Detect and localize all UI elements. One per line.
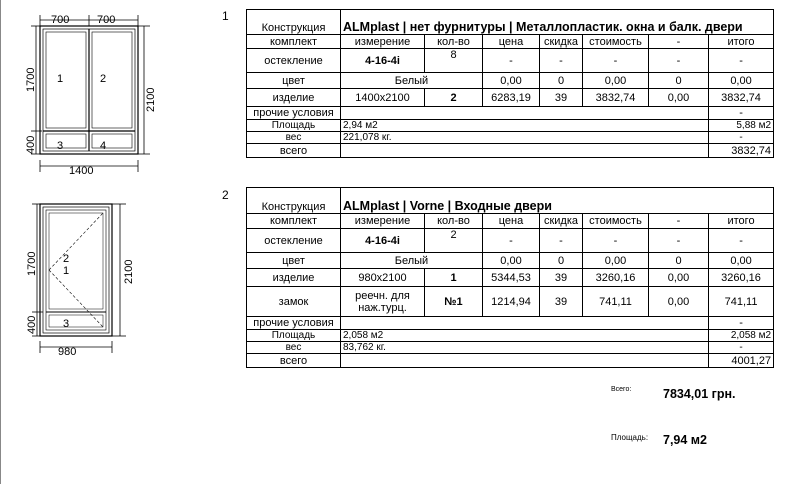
spec-table-1 [246, 9, 774, 158]
left-dim-upper: 1700 [26, 251, 38, 276]
glazing-discount: - [540, 229, 583, 253]
glazing-value: 4-16-4i [341, 49, 425, 73]
header-price: цена [483, 214, 540, 229]
color-extra: 0 [649, 253, 709, 269]
sash-label-4: 4 [100, 140, 107, 152]
left-dim-lower: 400 [25, 135, 37, 154]
product-extra: 0,00 [649, 89, 709, 107]
product-total: 3832,74 [709, 89, 774, 107]
color-price: 0,00 [483, 73, 540, 89]
glazing-cost: - [583, 229, 649, 253]
sash-label-3: 3 [57, 140, 64, 152]
header-extra: - [649, 214, 709, 229]
product-price: 5344,53 [483, 269, 540, 287]
product-size: 1400x2100 [341, 89, 425, 107]
product-qty: 1 [425, 269, 483, 287]
sum-total: 3832,74 [709, 144, 774, 158]
product-cost: 3260,16 [583, 269, 649, 287]
lock-qty: №1 [425, 287, 483, 317]
header-qty: кол-во [425, 35, 483, 49]
weight-value: 221,078 кг. [341, 132, 709, 144]
area-total: 5,88 м2 [709, 120, 774, 132]
glazing-label: остекление [247, 229, 341, 253]
header-dimension: измерение [341, 35, 425, 49]
product-label: изделие [247, 89, 341, 107]
construction-label: Конструкция [247, 188, 341, 214]
glazing-extra: - [649, 229, 709, 253]
height-dim: 2100 [123, 259, 135, 284]
width-dim: 980 [58, 346, 77, 358]
page-left-border [0, 0, 1, 484]
header-total: итого [709, 35, 774, 49]
sash-label-3: 3 [63, 318, 70, 330]
header-dimension: измерение [341, 214, 425, 229]
sash-label-2: 2 [100, 73, 107, 85]
sum-label: всего [247, 354, 341, 368]
width-dim: 1400 [69, 165, 94, 177]
product-discount: 39 [540, 269, 583, 287]
lock-cost: 741,11 [583, 287, 649, 317]
lock-total: 741,11 [709, 287, 774, 317]
item-number: 2 [222, 188, 229, 202]
top-dim-right: 700 [97, 14, 116, 26]
header-price: цена [483, 35, 540, 49]
color-cost: 0,00 [583, 73, 649, 89]
construction-title: ALMplast | нет фурнитуры | Металлопластик. окна и балк. двери [341, 10, 774, 35]
lock-size: реечн. для наж.турц. [341, 287, 425, 317]
header-cost: стоимость [583, 214, 649, 229]
area-value: 2,94 м2 [341, 120, 709, 132]
color-value: Белый [341, 73, 483, 89]
header-discount: скидка [540, 214, 583, 229]
header-qty: кол-во [425, 214, 483, 229]
product-discount: 39 [540, 89, 583, 107]
sash-label-1: 1 [57, 73, 64, 85]
left-dim-lower: 400 [26, 315, 38, 334]
height-dim: 2100 [145, 87, 157, 112]
header-extra: - [649, 35, 709, 49]
glazing-extra: - [649, 49, 709, 73]
glazing-discount: - [540, 49, 583, 73]
grand-total-label: Всего: [611, 386, 632, 393]
grand-area-label: Площадь: [611, 433, 649, 442]
window-drawing-1 [14, 8, 157, 178]
product-price: 6283,19 [483, 89, 540, 107]
header-kit: комплект [247, 35, 341, 49]
grand-total-value: 7834,01 грн. [663, 387, 736, 401]
spec-table-2 [246, 187, 774, 368]
sum-total: 4001,27 [709, 354, 774, 368]
sum-label: всего [247, 144, 341, 158]
sash-label-2: 2 [63, 253, 70, 265]
product-total: 3260,16 [709, 269, 774, 287]
product-qty: 2 [425, 89, 483, 107]
color-cost: 0,00 [583, 253, 649, 269]
grand-area-value: 7,94 м2 [663, 433, 708, 447]
glazing-qty: 2 [425, 229, 483, 253]
glazing-price: - [483, 49, 540, 73]
color-label: цвет [247, 253, 341, 269]
area-total: 2,058 м2 [709, 330, 774, 342]
other-total: - [709, 107, 774, 120]
construction-label: Конструкция [247, 10, 341, 35]
product-extra: 0,00 [649, 269, 709, 287]
door-drawing-2 [18, 198, 138, 358]
area-label: Площадь [247, 120, 341, 132]
glazing-total: - [709, 49, 774, 73]
glazing-price: - [483, 229, 540, 253]
color-discount: 0 [540, 253, 583, 269]
header-discount: скидка [540, 35, 583, 49]
area-value: 2,058 м2 [341, 330, 709, 342]
construction-title: ALMplast | Vorne | Входные двери [341, 188, 774, 214]
color-value: Белый [341, 253, 483, 269]
glazing-cost: - [583, 49, 649, 73]
weight-total: - [709, 342, 774, 354]
color-extra: 0 [649, 73, 709, 89]
weight-label: вес [247, 132, 341, 144]
item-number: 1 [222, 9, 229, 23]
lock-extra: 0,00 [649, 287, 709, 317]
header-cost: стоимость [583, 35, 649, 49]
area-label: Площадь [247, 330, 341, 342]
lock-discount: 39 [540, 287, 583, 317]
color-label: цвет [247, 73, 341, 89]
glazing-qty: 8 [425, 49, 483, 73]
color-total: 0,00 [709, 253, 774, 269]
product-cost: 3832,74 [583, 89, 649, 107]
color-price: 0,00 [483, 253, 540, 269]
header-total: итого [709, 214, 774, 229]
weight-label: вес [247, 342, 341, 354]
product-size: 980x2100 [341, 269, 425, 287]
lock-price: 1214,94 [483, 287, 540, 317]
glazing-total: - [709, 229, 774, 253]
sash-label-1: 1 [63, 265, 70, 277]
other-total: - [709, 317, 774, 330]
other-label: прочие условия [247, 107, 341, 120]
glazing-label: остекление [247, 49, 341, 73]
color-discount: 0 [540, 73, 583, 89]
header-kit: комплект [247, 214, 341, 229]
weight-total: - [709, 132, 774, 144]
glazing-value: 4-16-4i [341, 229, 425, 253]
other-label: прочие условия [247, 317, 341, 330]
color-total: 0,00 [709, 73, 774, 89]
weight-value: 83,762 кг. [341, 342, 709, 354]
product-label: изделие [247, 269, 341, 287]
top-dim-left: 700 [51, 14, 70, 26]
left-dim-upper: 1700 [25, 67, 37, 92]
lock-label: замок [247, 287, 341, 317]
